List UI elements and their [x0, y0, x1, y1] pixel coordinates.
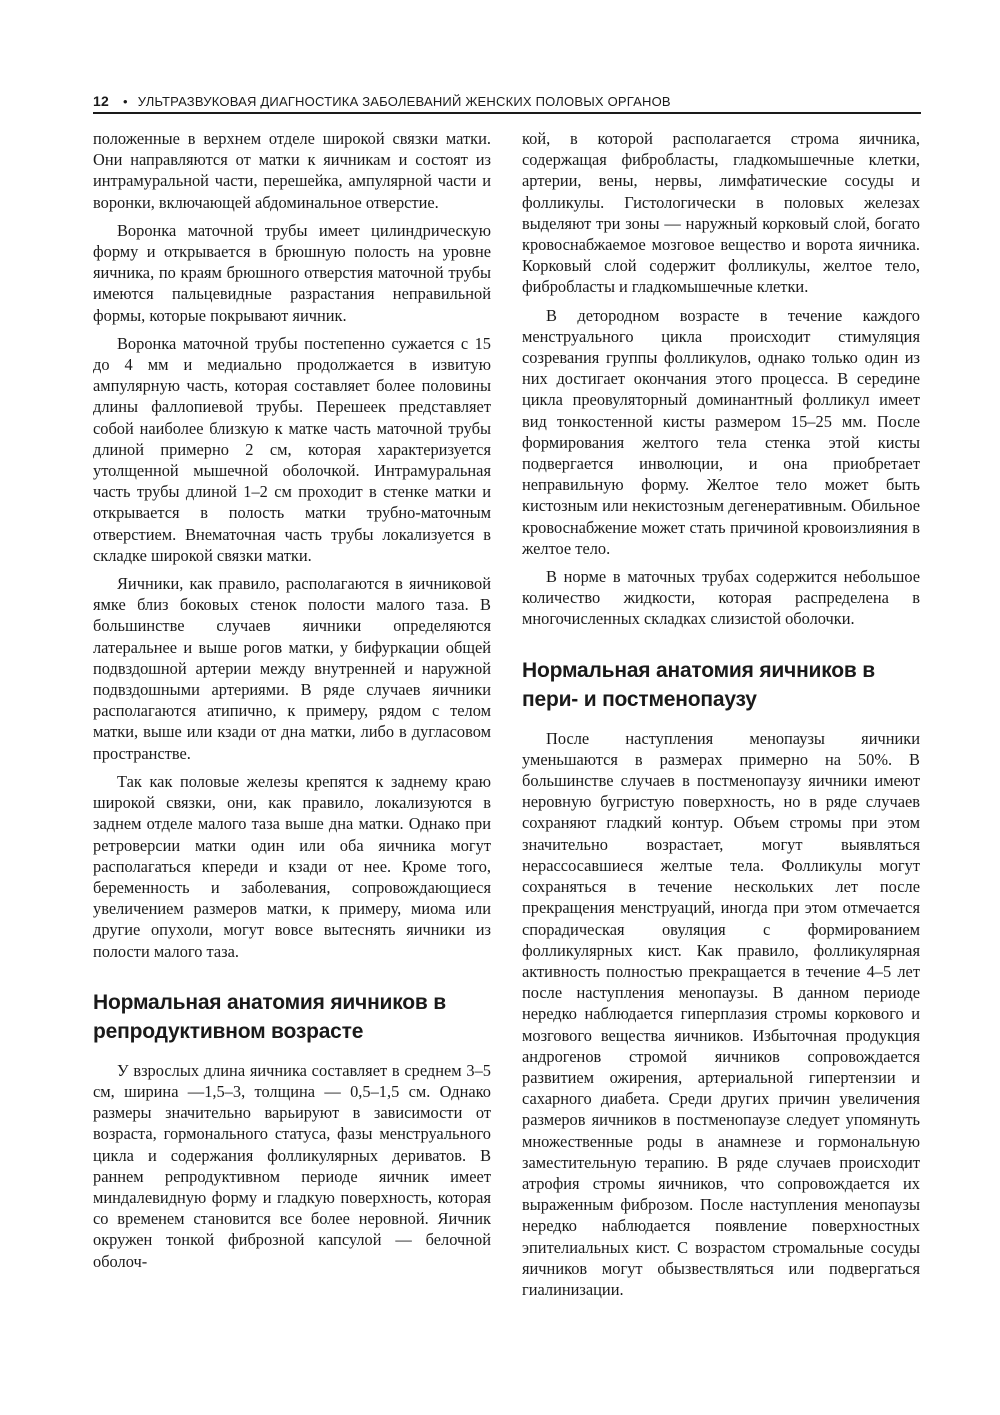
paragraph: В детородном возрасте в течение каждого менструального цикла происходит стимуляция созревания группы фолликулов, однако только один из них достигает окончания этого процесса. В середине цикла преовуляторный доминантный фолликул имеет вид тонкостенной кисты размером 15–25 мм. После формирования желтого тела стенка этой кисты подвергается инволюции, и она приобретает неправильную форму. Желтое тело может быть кистозным или некистозным дегенеративным. Обильное кровоснабжение может стать причиной кровоизлияния в желтое тело. [522, 305, 920, 558]
paragraph: В норме в маточных трубах содержится небольшое количество жидкости, которая распределена в многочисленных складках слизистой оболочки. [522, 567, 920, 629]
running-header [93, 90, 921, 114]
paragraph: Так как половые железы крепятся к заднему краю широкой связки, они, как правило, локализуются в заднем отделе малого таза выше дна матки. Однако при ретроверсии матки один или оба яичника могут располагаться кпереди и кзади от нее. Кроме того, беременность и заболевания, сопровождающиеся увеличением размеров матки, к примеру, миома или другие опухоли, могут вовсе вытеснять яичники из полости малого таза. [93, 771, 491, 961]
paragraph: У взрослых длина яичника составляет в среднем 3–5 см, ширина —1,5–3, толщина — 0,5–1,5 см. Однако размеры значительно варьируют в зависимости от возраста, гормонального статуса, фазы менструального цикла и содержания фолликулярных дериватов. В раннем репродуктивном периоде яичник имеет миндалевидную форму и гладкую поверхность, которая со временем становится все более неровной. Яичник окружен тонкой фиброзной капсулой — белочной оболоч- [93, 1060, 491, 1271]
paragraph: Яичники, как правило, располагаются в яичниковой ямке близ боковых стенок полости малого таза. В большинстве случаев яичники определяются латеральнее и выше рогов матки, у бифуркации общей подвздошной артерии между внутренней и наружной подвздошными артериями. В ряде случаев яичники располагаются атипично, к примеру, рядом с телом матки, выше или кзади от дна матки, либо в дугласовом пространстве. [93, 574, 491, 763]
paragraph: После наступления менопаузы яичники уменьшаются в размерах примерно на 50%. В большинстве случаев в постменопаузу яичники имеют неровную бугристую поверхность, но в ряде случаев сохраняют гладкий контур. Объем стромы при этом значительно возрастает, могут выявляться нерассосавшиеся желтые тела. Фолликулы могут сохраняться в течение нескольких лет после прекращения менструаций, иногда при этом отмечается спорадическая овуляция с формированием фолликулярных кист. Как правило, фолликулярная активность полностью прекращается в течение 4–5 лет после наступления менопаузы. В данном периоде нередко наблюдается гиперплазия стромы коркового и мозгового вещества яичников. Избыточная продукция андрогенов стромой яичников сопровождается развитием ожирения, артериальной гипертензии и сахарного диабета. Среди других причин увеличения размеров яичников в постменопаузе следует упомянуть множественные роды в анамнезе и гормональную заместительную терапию. В ряде случаев происходит атрофия стромы яичников, что сопровождается их выраженным фиброзом. После наступления менопаузы нередко наблюдается появление поверхностных эпителиальных кист. С возрастом стромальные сосуды яичников могут обызвествляться или подвергаться гиалинизации. [522, 728, 920, 1299]
running-title: УЛЬТРАЗВУКОВАЯ ДИАГНОСТИКА ЗАБОЛЕВАНИЙ ЖЕНСКИХ ПОЛОВЫХ ОРГАНОВ [137, 93, 671, 109]
left-column [93, 128, 491, 1279]
paragraph: Воронка маточной трубы имеет цилиндрическую форму и открывается в брюшную полость на уровне яичника, по краям брюшного отверстия маточной трубы имеются пальцевидные разрастания неправильной формы, которые покрывают яичник. [93, 220, 491, 325]
paragraph: положенные в верхнем отделе широкой связки матки. Они направляются от матки к яичникам и состоят из интрамуральной части, перешейка, ампулярной части и воронки, включающей абдоминальное отверстие. [93, 129, 491, 212]
section-heading-menopause: Нормальная анатомия яичников в пери- и постменопаузу [522, 658, 875, 711]
right-column [522, 128, 920, 1307]
header-bullet: • [122, 93, 128, 109]
section-heading-reproductive: Нормальная анатомия яичников в репродуктивном возрасте [93, 990, 446, 1043]
page-number: 12 [93, 93, 109, 109]
paragraph: кой, в которой располагается строма яичника, содержащая фибробласты, гладкомышечные клетки, артерии, вены, нервы, лимфатические сосуды и фолликулы. Гистологически в половых железах выделяют три зоны — наружный корковый слой, богато кровоснабжаемое мозговое вещество и ворота яичника. Корковый слой содержит фолликулы, желтое тело, фибробласты и гладкомышечные клетки. [522, 129, 920, 297]
paragraph: Воронка маточной трубы постепенно сужается с 15 до 4 мм и медиально продолжается в извитую ампулярную часть, которая составляет более половины длины фаллопиевой трубы. Перешеек представляет собой наиболее близкую к матке часть маточной трубы длиной примерно 2 см, которая характеризуется утолщенной мышечной оболочкой. Интрамуральная часть трубы длиной 1–2 см проходит в стенке матки и открывается в полость матки трубно-маточным отверстием. Внематочная часть трубы локализуется в складке широкой связки матки. [93, 333, 491, 565]
